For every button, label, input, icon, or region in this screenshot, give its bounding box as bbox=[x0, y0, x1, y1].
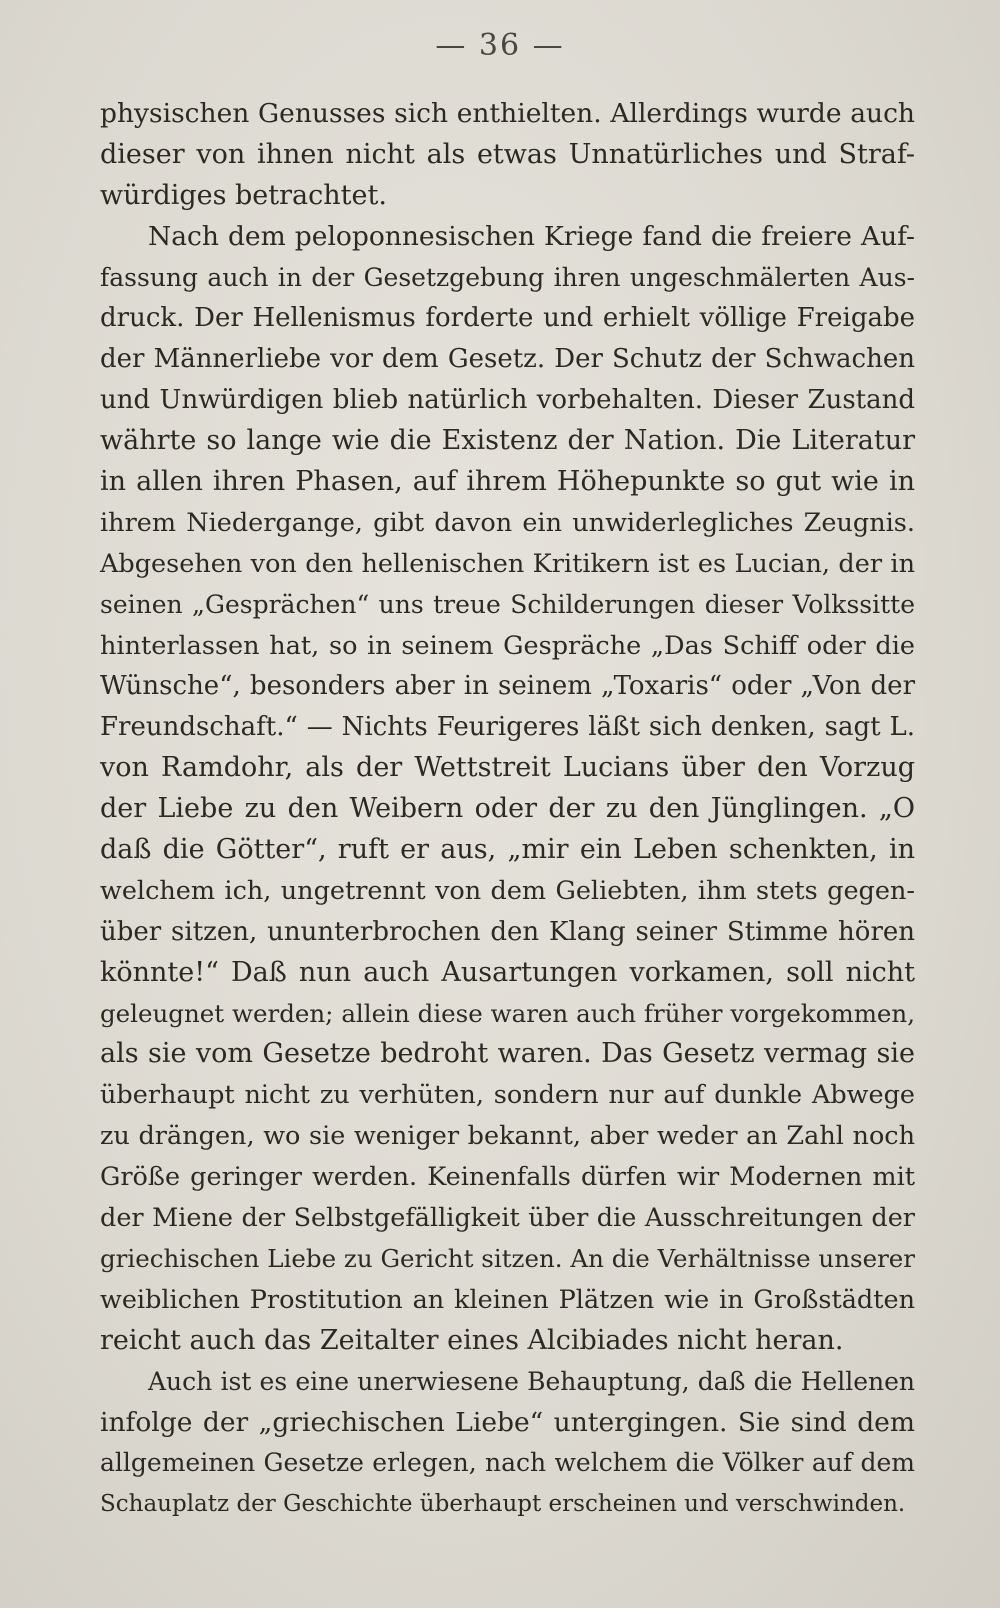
text-line: Nach dem peloponnesischen Kriege fand die freiere Auf- bbox=[148, 220, 915, 252]
text-line: Freundschaft.“ — Nichts Feurigeres läßt sich denken, sagt L. bbox=[100, 712, 915, 743]
text-line: druck. Der Hellenismus forderte und erhielt völlige Freigabe bbox=[100, 303, 915, 334]
text-line: Abgesehen von den hellenischen Kritikern ist es Lucian, der in bbox=[100, 548, 915, 579]
text-line: der Männerliebe vor dem Gesetz. Der Schutz der Schwachen bbox=[100, 344, 915, 375]
text-line: ihrem Niedergange, gibt davon ein unwiderlegliches Zeugnis. bbox=[100, 507, 915, 538]
text-line: in allen ihren Phasen, auf ihrem Höhepunkte so gut wie in bbox=[100, 466, 915, 498]
text-line: würdiges betrachtet. bbox=[100, 179, 387, 211]
text-line: der Miene der Selbstgefälligkeit über die Ausschreitungen der bbox=[100, 1203, 915, 1234]
text-line: geleugnet werden; allein diese waren auch früher vorgekommen, bbox=[100, 998, 915, 1028]
text-line: der Liebe zu den Weibern oder der zu den Jünglingen. „O bbox=[100, 793, 915, 825]
text-line: als sie vom Gesetze bedroht waren. Das Gesetz vermag sie bbox=[100, 1038, 915, 1070]
body-text bbox=[100, 94, 915, 1525]
text-line: allgemeinen Gesetze erlegen, nach welchem die Völker auf dem bbox=[100, 1448, 915, 1478]
text-line: weiblichen Prostitution an kleinen Plätzen wie in Großstädten bbox=[100, 1284, 915, 1315]
text-line: währte so lange wie die Existenz der Nation. Die Literatur bbox=[100, 425, 915, 457]
text-line: von Ramdohr, als der Wettstreit Lucians über den Vorzug bbox=[100, 752, 915, 784]
text-line: welchem ich, ungetrennt von dem Geliebten, ihm stets gegen- bbox=[100, 875, 915, 906]
text-line: könnte!“ Daß nun auch Ausartungen vorkamen, soll nicht bbox=[100, 956, 915, 988]
text-line: daß die Götter“, ruft er aus, „mir ein Leben schenkten, in bbox=[100, 834, 915, 866]
text-line: dieser von ihnen nicht als etwas Unnatürliches und Straf- bbox=[100, 138, 915, 170]
text-line: fassung auch in der Gesetzgebung ihren ungeschmälerten Aus- bbox=[100, 262, 915, 292]
text-line: Größe geringer werden. Keinenfalls dürfen wir Modernen mit bbox=[100, 1162, 915, 1193]
page-number: — 36 — bbox=[435, 28, 565, 63]
text-line: Wünsche“, besonders aber in seinem „Toxaris“ oder „Von der bbox=[100, 671, 915, 702]
text-line: überhaupt nicht zu verhüten, sondern nur auf dunkle Abwege bbox=[100, 1080, 915, 1111]
text-line: reicht auch das Zeitalter eines Alcibiades nicht heran. bbox=[100, 1324, 844, 1356]
text-line: seinen „Gesprächen“ uns treue Schilderungen dieser Volkssitte bbox=[100, 589, 915, 619]
text-line: Schauplatz der Geschichte überhaupt erscheinen und verschwinden. bbox=[100, 1491, 906, 1518]
text-line: griechischen Liebe zu Gericht sitzen. An die Verhältnisse unserer bbox=[100, 1243, 915, 1273]
text-line: Auch ist es eine unerwiesene Behauptung, daß die Hellenen bbox=[148, 1366, 915, 1396]
text-line: zu drängen, wo sie weniger bekannt, aber weder an Zahl noch bbox=[100, 1121, 915, 1152]
text-line: und Unwürdigen blieb natürlich vorbehalten. Dieser Zustand bbox=[100, 385, 915, 416]
text-line: über sitzen, ununterbrochen den Klang seiner Stimme hören bbox=[100, 916, 915, 947]
text-line: hinterlassen hat, so in seinem Gespräche „Das Schiff oder die bbox=[100, 630, 915, 661]
text-line: infolge der „griechischen Liebe“ untergingen. Sie sind dem bbox=[100, 1406, 915, 1438]
text-line: physischen Genusses sich enthielten. Allerdings wurde auch bbox=[100, 98, 915, 129]
